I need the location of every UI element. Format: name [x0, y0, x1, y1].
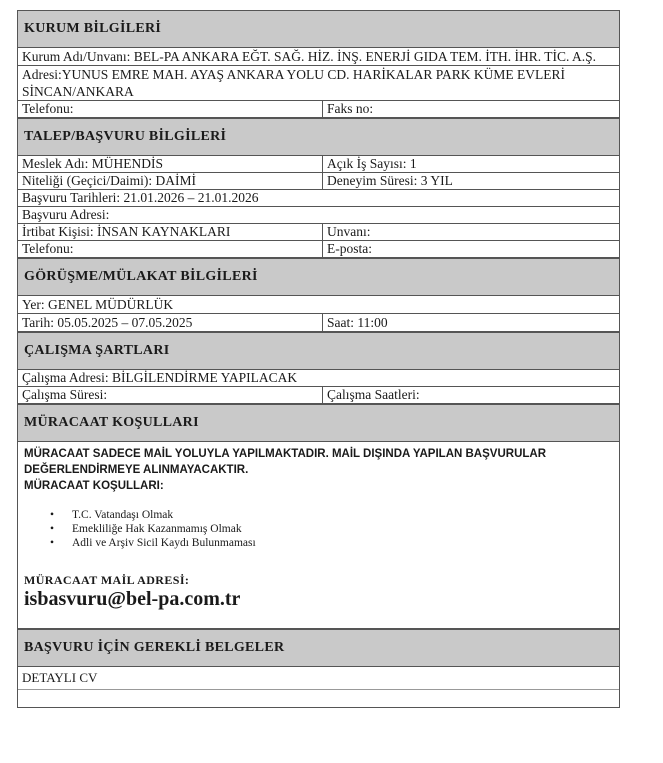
talep-row-2 [18, 173, 619, 190]
belgeler-item: DETAYLI CV [18, 667, 619, 690]
calisma-row [18, 387, 619, 404]
muracaat-line-2: DEĞERLENDİRMEYE ALINMAYACAKTIR. [24, 464, 249, 476]
gorusme-row [18, 314, 619, 332]
talep-irtibat: İrtibat Kişisi: İNSAN KAYNAKLARI [18, 224, 323, 240]
muracaat-line-1: MÜRACAAT SADECE MAİL YOLUYLA YAPILMAKTADIR. MAİL DIŞINDA YAPILAN BAŞVURULAR [24, 448, 547, 460]
mail-address-label: MÜRACAAT MAİL ADRESİ: [24, 573, 190, 587]
list-item: • T.C. Vatandaşı Olmak [72, 508, 613, 522]
application-email: isbasvuru@bel-pa.com.tr [24, 588, 241, 610]
muracaat-line-3: MÜRACAAT KOŞULLARI: [24, 480, 164, 492]
talep-deneyim: Deneyim Süresi: 3 YIL [327, 173, 453, 188]
section-header-belgeler: BAŞVURU İÇİN GEREKLİ BELGELER [18, 629, 619, 667]
section-header-talep: TALEP/BAŞVURU BİLGİLERİ [18, 118, 619, 156]
talep-eposta: E-posta: [327, 241, 372, 256]
section-header-kurum: KURUM BİLGİLERİ [18, 10, 619, 48]
kurum-telefon: Telefonu: [18, 101, 323, 117]
section-header-gorusme: GÖRÜŞME/MÜLAKAT BİLGİLERİ [18, 258, 619, 296]
kurum-contact-row [18, 101, 619, 118]
list-item: • Adli ve Arşiv Sicil Kaydı Bulunmaması [72, 536, 613, 550]
talep-unvan: Unvanı: [327, 224, 371, 239]
calisma-sure: Çalışma Süresi: [18, 387, 323, 403]
list-item: • Emekliliğe Hak Kazanmamış Olmak [72, 522, 613, 536]
gorusme-yer: Yer: GENEL MÜDÜRLÜK [18, 296, 619, 314]
talep-nitelik: Niteliği (Geçici/Daimi): DAİMİ [18, 173, 323, 189]
talep-meslek: Meslek Adı: MÜHENDİS [18, 156, 323, 172]
belgeler-empty-row [18, 690, 619, 708]
application-form [17, 10, 620, 708]
talep-row-3 [18, 224, 619, 241]
gorusme-tarih: Tarih: 05.05.2025 – 07.05.2025 [18, 314, 323, 331]
talep-row-4 [18, 241, 619, 258]
talep-acik-is: Açık İş Sayısı: 1 [327, 156, 417, 171]
talep-telefon: Telefonu: [18, 241, 323, 257]
section-header-muracaat: MÜRACAAT KOŞULLARI [18, 404, 619, 442]
gorusme-saat: Saat: 11:00 [327, 315, 388, 330]
muracaat-block [18, 442, 619, 629]
talep-row-1 [18, 156, 619, 173]
talep-adres: Başvuru Adresi: [18, 207, 619, 224]
section-header-calisma: ÇALIŞMA ŞARTLARI [18, 332, 619, 370]
calisma-saatler: Çalışma Saatleri: [327, 387, 420, 402]
kurum-unvan: Kurum Adı/Unvanı: BEL-PA ANKARA EĞT. SAĞ. HİZ. İNŞ. ENERJİ GIDA TEM. İTH. İHR. TİC. A.Ş. [18, 48, 619, 66]
talep-tarihler: Başvuru Tarihleri: 21.01.2026 – 21.01.2026 [18, 190, 619, 207]
kurum-adres: Adresi:YUNUS EMRE MAH. AYAŞ ANKARA YOLU CD. HARİKALAR PARK KÜME EVLERİ SİNCAN/ANKARA [18, 66, 619, 101]
kurum-faks: Faks no: [327, 101, 374, 116]
muracaat-conditions-list [24, 508, 613, 550]
calisma-adres: Çalışma Adresi: BİLGİLENDİRME YAPILACAK [18, 370, 619, 387]
